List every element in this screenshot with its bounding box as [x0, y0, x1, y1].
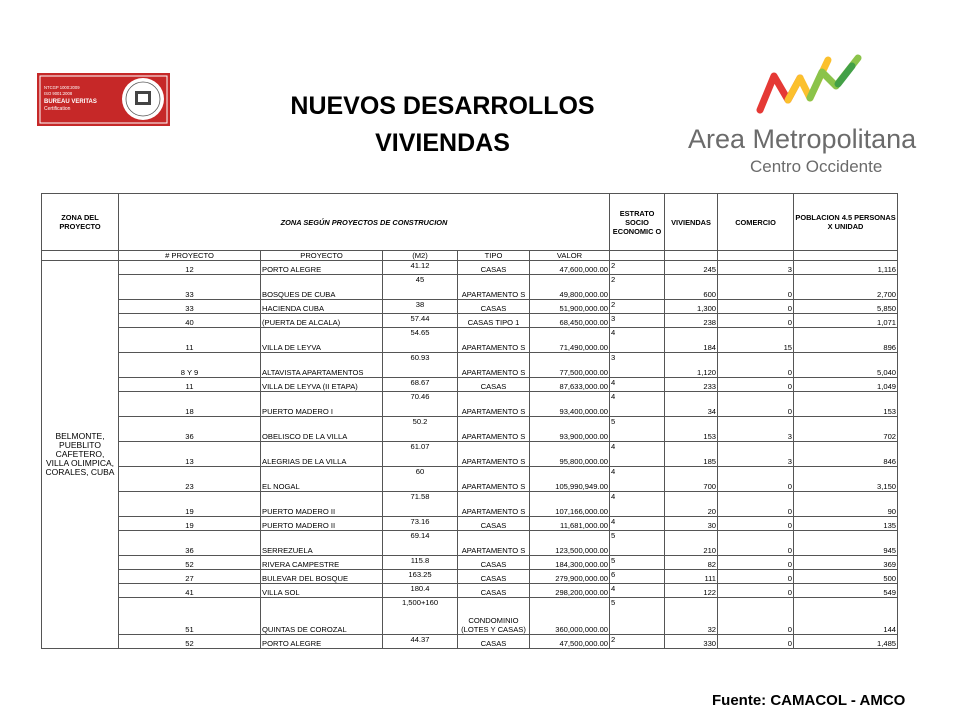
- cell-tipo: CASAS: [458, 378, 530, 392]
- cell-tipo: APARTAMENTO S: [458, 467, 530, 492]
- cell-valor: 279,900,000.00: [530, 570, 610, 584]
- subheader-empty: [718, 251, 794, 261]
- cell-viviendas: 184: [665, 328, 718, 353]
- source-note: Fuente: CAMACOL - AMCO: [712, 692, 906, 709]
- cell-proyecto: OBELISCO DE LA VILLA: [261, 417, 383, 442]
- cell-estrato: 4: [610, 584, 665, 598]
- cell-poblacion: 500: [794, 570, 898, 584]
- cell-m2: 115.8: [383, 556, 458, 570]
- cell-tipo: APARTAMENTO S: [458, 417, 530, 442]
- subheader-empty: [610, 251, 665, 261]
- cell-m2: 38: [383, 300, 458, 314]
- cell-num-proyecto: 52: [119, 635, 261, 649]
- cell-poblacion: 3,150: [794, 467, 898, 492]
- table-row: [42, 531, 898, 556]
- cell-m2: 73.16: [383, 517, 458, 531]
- cell-tipo: CASAS: [458, 570, 530, 584]
- cell-num-proyecto: 11: [119, 378, 261, 392]
- subheader-num-proyecto: # PROYECTO: [119, 251, 261, 261]
- cell-m2: 163.25: [383, 570, 458, 584]
- cell-viviendas: 32: [665, 598, 718, 635]
- bv-seal: [135, 91, 151, 105]
- developments-table: [41, 193, 898, 649]
- cell-valor: 51,900,000.00: [530, 300, 610, 314]
- cell-viviendas: 153: [665, 417, 718, 442]
- cell-tipo: APARTAMENTO S: [458, 392, 530, 417]
- cell-num-proyecto: 36: [119, 417, 261, 442]
- cell-valor: 47,600,000.00: [530, 261, 610, 275]
- table-row: [42, 517, 898, 531]
- table-row: [42, 261, 898, 275]
- cell-comercio: 0: [718, 275, 794, 300]
- cell-m2: 61.07: [383, 442, 458, 467]
- cell-viviendas: 20: [665, 492, 718, 517]
- cell-tipo: CASAS: [458, 261, 530, 275]
- cell-poblacion: 90: [794, 492, 898, 517]
- cell-estrato: 4: [610, 328, 665, 353]
- cell-m2: 69.14: [383, 531, 458, 556]
- title-line-2: VIVIENDAS: [375, 129, 510, 157]
- cell-m2: 71.58: [383, 492, 458, 517]
- cell-estrato: 4: [610, 442, 665, 467]
- bv-text-line: Certification: [44, 106, 71, 112]
- cell-proyecto: EL NOGAL: [261, 467, 383, 492]
- header-viviendas: VIVIENDAS: [665, 194, 718, 251]
- cell-num-proyecto: 36: [119, 531, 261, 556]
- cell-m2: 180.4: [383, 584, 458, 598]
- cell-proyecto: PUERTO MADERO II: [261, 517, 383, 531]
- cell-viviendas: 82: [665, 556, 718, 570]
- cell-valor: 47,500,000.00: [530, 635, 610, 649]
- cell-viviendas: 30: [665, 517, 718, 531]
- cell-estrato: 2: [610, 300, 665, 314]
- cell-zona: BELMONTE, PUEBLITO CAFETERO, VILLA OLIMPICA, CORALES, CUBA: [42, 261, 119, 649]
- cell-m2: 60: [383, 467, 458, 492]
- cell-comercio: 3: [718, 261, 794, 275]
- cell-comercio: 0: [718, 635, 794, 649]
- cell-viviendas: 330: [665, 635, 718, 649]
- table-row: [42, 275, 898, 300]
- amco-emblem-icon: [760, 58, 858, 110]
- cell-estrato: 5: [610, 531, 665, 556]
- cell-poblacion: 549: [794, 584, 898, 598]
- cell-tipo: CONDOMINIO (LOTES Y CASAS): [458, 598, 530, 635]
- cell-poblacion: 1,049: [794, 378, 898, 392]
- cell-proyecto: QUINTAS DE COROZAL: [261, 598, 383, 635]
- cell-m2: 50.2: [383, 417, 458, 442]
- cell-viviendas: 245: [665, 261, 718, 275]
- header-estrato: ESTRATO SOCIO ECONOMIC O: [610, 194, 665, 251]
- cell-viviendas: 111: [665, 570, 718, 584]
- cell-estrato: 4: [610, 392, 665, 417]
- bv-text-line: NTCGP 1000:2009: [44, 85, 80, 90]
- amco-subtitle: Centro Occidente: [750, 157, 883, 176]
- cell-poblacion: 153: [794, 392, 898, 417]
- cell-proyecto: PUERTO MADERO II: [261, 492, 383, 517]
- cell-valor: 93,400,000.00: [530, 392, 610, 417]
- cell-comercio: 0: [718, 598, 794, 635]
- cell-viviendas: 34: [665, 392, 718, 417]
- table-row: [42, 442, 898, 467]
- cell-proyecto: ALTAVISTA APARTAMENTOS: [261, 353, 383, 378]
- cell-valor: 87,633,000.00: [530, 378, 610, 392]
- cell-viviendas: 185: [665, 442, 718, 467]
- cell-proyecto: BOSQUES DE CUBA: [261, 275, 383, 300]
- cell-viviendas: 233: [665, 378, 718, 392]
- bv-text-line: BUREAU VERITAS: [44, 99, 97, 105]
- table-row: [42, 328, 898, 353]
- cell-poblacion: 5,850: [794, 300, 898, 314]
- cell-tipo: CASAS TIPO 1: [458, 314, 530, 328]
- cell-proyecto: HACIENDA CUBA: [261, 300, 383, 314]
- subheader-empty: [42, 251, 119, 261]
- cell-estrato: 4: [610, 492, 665, 517]
- cell-comercio: 0: [718, 467, 794, 492]
- cell-tipo: APARTAMENTO S: [458, 353, 530, 378]
- cell-proyecto: VILLA DE LEYVA: [261, 328, 383, 353]
- cell-tipo: CASAS: [458, 300, 530, 314]
- cell-comercio: 0: [718, 570, 794, 584]
- cell-tipo: CASAS: [458, 556, 530, 570]
- cell-poblacion: 702: [794, 417, 898, 442]
- table-row: [42, 353, 898, 378]
- title-line-1: NUEVOS DESARROLLOS: [290, 92, 595, 120]
- cell-estrato: 2: [610, 635, 665, 649]
- table-row: [42, 300, 898, 314]
- cell-m2: 70.46: [383, 392, 458, 417]
- table-row: [42, 392, 898, 417]
- table-row: [42, 467, 898, 492]
- cell-num-proyecto: 19: [119, 517, 261, 531]
- cell-m2: 54.65: [383, 328, 458, 353]
- cell-poblacion: 1,485: [794, 635, 898, 649]
- subheader-valor: VALOR: [530, 251, 610, 261]
- cell-viviendas: 210: [665, 531, 718, 556]
- cell-valor: 68,450,000.00: [530, 314, 610, 328]
- cell-poblacion: 896: [794, 328, 898, 353]
- header-zona-segun: ZONA SEGÚN PROYECTOS DE CONSTRUCION: [119, 194, 610, 251]
- table-row: [42, 417, 898, 442]
- cell-tipo: APARTAMENTO S: [458, 531, 530, 556]
- table-row: [42, 635, 898, 649]
- cell-proyecto: (PUERTA DE ALCALA): [261, 314, 383, 328]
- cell-poblacion: 135: [794, 517, 898, 531]
- cell-tipo: APARTAMENTO S: [458, 328, 530, 353]
- cell-m2: 44.37: [383, 635, 458, 649]
- cell-poblacion: 945: [794, 531, 898, 556]
- cell-tipo: APARTAMENTO S: [458, 442, 530, 467]
- cell-num-proyecto: 18: [119, 392, 261, 417]
- cell-tipo: APARTAMENTO S: [458, 492, 530, 517]
- cell-comercio: 3: [718, 442, 794, 467]
- cell-comercio: 0: [718, 531, 794, 556]
- cell-poblacion: 369: [794, 556, 898, 570]
- bureau-veritas-logo: [37, 73, 170, 126]
- cell-valor: 77,500,000.00: [530, 353, 610, 378]
- cell-m2: 1,500+160: [383, 598, 458, 635]
- cell-proyecto: PUERTO MADERO I: [261, 392, 383, 417]
- cell-num-proyecto: 12: [119, 261, 261, 275]
- cell-proyecto: SERREZUELA: [261, 531, 383, 556]
- cell-m2: 57.44: [383, 314, 458, 328]
- cell-viviendas: 1,120: [665, 353, 718, 378]
- cell-estrato: 5: [610, 556, 665, 570]
- cell-valor: 105,990,949.00: [530, 467, 610, 492]
- cell-num-proyecto: 13: [119, 442, 261, 467]
- cell-tipo: APARTAMENTO S: [458, 275, 530, 300]
- header-comercio: COMERCIO: [718, 194, 794, 251]
- cell-m2: 45: [383, 275, 458, 300]
- cell-poblacion: 5,040: [794, 353, 898, 378]
- cell-estrato: 2: [610, 261, 665, 275]
- table-row: [42, 570, 898, 584]
- cell-viviendas: 1,300: [665, 300, 718, 314]
- amco-name: Area Metropolitana: [688, 124, 917, 154]
- table-row: [42, 314, 898, 328]
- subheader-empty: [665, 251, 718, 261]
- cell-valor: 107,166,000.00: [530, 492, 610, 517]
- header-zona-proyecto: ZONA DEL PROYECTO: [42, 194, 119, 251]
- cell-num-proyecto: 23: [119, 467, 261, 492]
- cell-valor: 123,500,000.00: [530, 531, 610, 556]
- cell-estrato: 5: [610, 598, 665, 635]
- header-poblacion: POBLACION 4.5 PERSONAS X UNIDAD: [794, 194, 898, 251]
- cell-comercio: 0: [718, 353, 794, 378]
- cell-estrato: 4: [610, 467, 665, 492]
- cell-valor: 71,490,000.00: [530, 328, 610, 353]
- area-metropolitana-logo: [688, 48, 928, 180]
- cell-viviendas: 600: [665, 275, 718, 300]
- cell-tipo: CASAS: [458, 584, 530, 598]
- cell-num-proyecto: 27: [119, 570, 261, 584]
- cell-viviendas: 122: [665, 584, 718, 598]
- cell-num-proyecto: 19: [119, 492, 261, 517]
- cell-comercio: 3: [718, 417, 794, 442]
- cell-comercio: 0: [718, 392, 794, 417]
- table-row: [42, 584, 898, 598]
- cell-proyecto: VILLA DE LEYVA (II ETAPA): [261, 378, 383, 392]
- cell-estrato: 6: [610, 570, 665, 584]
- cell-comercio: 0: [718, 300, 794, 314]
- cell-estrato: 4: [610, 517, 665, 531]
- subheader-tipo: TIPO: [458, 251, 530, 261]
- cell-poblacion: 144: [794, 598, 898, 635]
- cell-valor: 184,300,000.00: [530, 556, 610, 570]
- cell-valor: 95,800,000.00: [530, 442, 610, 467]
- cell-valor: 93,900,000.00: [530, 417, 610, 442]
- bv-text-line: ISO 9001:2008: [44, 91, 73, 96]
- cell-comercio: 0: [718, 314, 794, 328]
- cell-poblacion: 846: [794, 442, 898, 467]
- subheader-empty: [794, 251, 898, 261]
- cell-valor: 49,800,000.00: [530, 275, 610, 300]
- cell-comercio: 0: [718, 584, 794, 598]
- cell-proyecto: PORTO ALEGRE: [261, 261, 383, 275]
- cell-comercio: 0: [718, 378, 794, 392]
- page-title: [215, 88, 670, 162]
- table-row: [42, 492, 898, 517]
- cell-m2: 68.67: [383, 378, 458, 392]
- cell-estrato: 5: [610, 417, 665, 442]
- cell-viviendas: 238: [665, 314, 718, 328]
- cell-estrato: 4: [610, 378, 665, 392]
- cell-num-proyecto: 51: [119, 598, 261, 635]
- cell-estrato: 3: [610, 314, 665, 328]
- cell-num-proyecto: 11: [119, 328, 261, 353]
- cell-viviendas: 700: [665, 467, 718, 492]
- table-row: [42, 556, 898, 570]
- table-row: [42, 378, 898, 392]
- cell-valor: 298,200,000.00: [530, 584, 610, 598]
- cell-num-proyecto: 33: [119, 300, 261, 314]
- cell-num-proyecto: 52: [119, 556, 261, 570]
- cell-proyecto: RIVERA CAMPESTRE: [261, 556, 383, 570]
- cell-comercio: 15: [718, 328, 794, 353]
- subheader-m2: (M2): [383, 251, 458, 261]
- cell-proyecto: ALEGRIAS DE LA VILLA: [261, 442, 383, 467]
- cell-tipo: CASAS: [458, 635, 530, 649]
- cell-m2: 60.93: [383, 353, 458, 378]
- cell-poblacion: 1,071: [794, 314, 898, 328]
- cell-valor: 360,000,000.00: [530, 598, 610, 635]
- cell-poblacion: 1,116: [794, 261, 898, 275]
- cell-proyecto: VILLA SOL: [261, 584, 383, 598]
- cell-num-proyecto: 33: [119, 275, 261, 300]
- cell-num-proyecto: 41: [119, 584, 261, 598]
- cell-m2: 41.12: [383, 261, 458, 275]
- cell-num-proyecto: 8 Y 9: [119, 353, 261, 378]
- subheader-proyecto: PROYECTO: [261, 251, 383, 261]
- cell-num-proyecto: 40: [119, 314, 261, 328]
- cell-poblacion: 2,700: [794, 275, 898, 300]
- cell-estrato: 2: [610, 275, 665, 300]
- cell-proyecto: PORTO ALEGRE: [261, 635, 383, 649]
- table-body: [42, 261, 898, 649]
- cell-comercio: 0: [718, 492, 794, 517]
- table-row: [42, 598, 898, 635]
- cell-estrato: 3: [610, 353, 665, 378]
- cell-comercio: 0: [718, 517, 794, 531]
- cell-valor: 11,681,000.00: [530, 517, 610, 531]
- cell-comercio: 0: [718, 556, 794, 570]
- cell-proyecto: BULEVAR DEL BOSQUE: [261, 570, 383, 584]
- cell-tipo: CASAS: [458, 517, 530, 531]
